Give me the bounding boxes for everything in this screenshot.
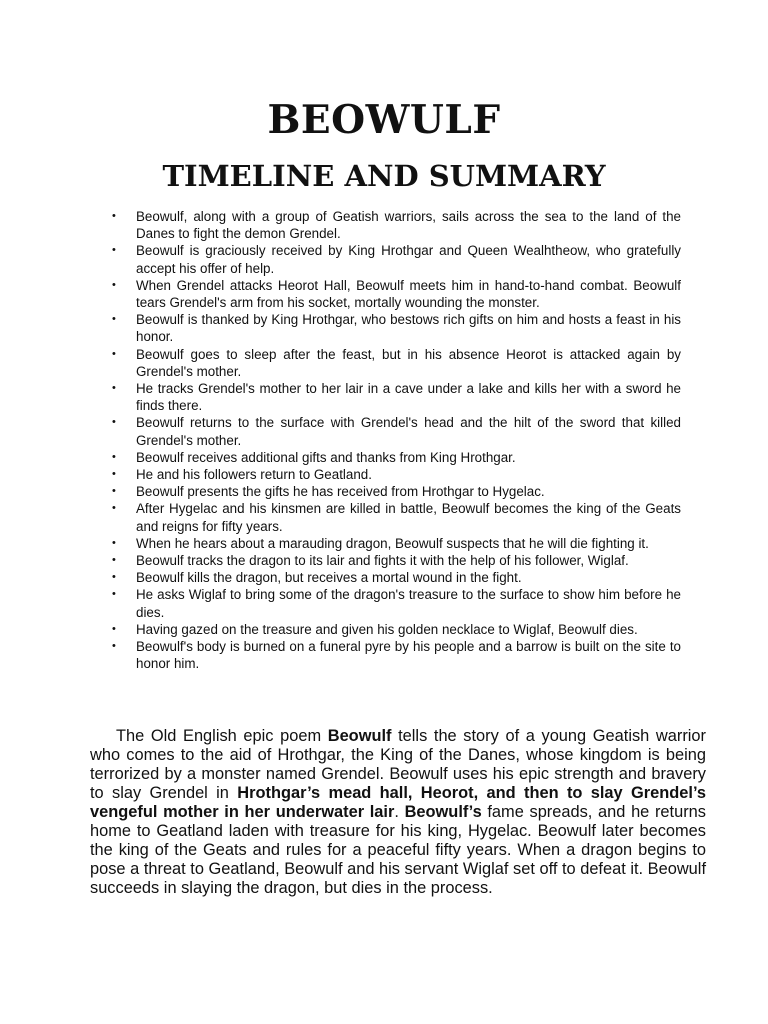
timeline-item-text: After Hygelac and his kinsmen are killed in battle, Beowulf becomes the king of the Geats and reigns for fifty years.	[136, 501, 681, 534]
summary-poem-title: Beowulf	[327, 727, 392, 745]
timeline-item-text: Beowulf returns to the surface with Grendel's head and the hilt of the sword that killed Grendel's mother.	[136, 415, 681, 448]
timeline-item	[108, 621, 681, 638]
summary-text: The Old English epic poem	[116, 727, 328, 745]
timeline-item-text: Beowulf, along with a group of Geatish warriors, sails across the sea to the land of the Danes to fight the demon Grendel.	[136, 209, 681, 242]
summary-paragraph	[90, 727, 706, 898]
bullet-icon: •	[112, 502, 116, 515]
bullet-icon: •	[112, 622, 116, 635]
timeline-item-text: Beowulf goes to sleep after the feast, but in his absence Heorot is attacked again by Grendel's mother.	[136, 346, 681, 379]
bullet-icon: •	[112, 210, 116, 222]
timeline-item-text: When Grendel attacks Heorot Hall, Beowulf meets him in hand-to-hand combat. Beowulf tears Grendel's arm from his socket, mortally wounding the monster.	[136, 277, 681, 311]
timeline-item	[108, 414, 681, 448]
bullet-icon: •	[112, 416, 116, 429]
timeline-item	[108, 277, 681, 311]
timeline-item-text: Beowulf's body is burned on a funeral pyre by his people and a barrow is built on the site to honor him.	[136, 639, 681, 672]
timeline-item	[108, 380, 681, 414]
timeline-item	[108, 535, 681, 552]
bullet-icon: •	[112, 382, 116, 395]
bullet-icon: •	[112, 278, 116, 291]
timeline-item	[108, 346, 681, 380]
timeline-item	[108, 569, 681, 586]
bullet-icon: •	[112, 313, 116, 326]
bullet-icon: •	[112, 588, 116, 601]
timeline-item-text: Beowulf kills the dragon, but receives a mortal wound in the fight.	[136, 570, 522, 586]
timeline-item	[108, 311, 681, 345]
timeline-item	[108, 208, 681, 242]
timeline-item	[108, 552, 681, 569]
timeline-item	[108, 483, 681, 500]
bullet-icon: •	[112, 554, 116, 567]
bullet-icon: •	[112, 640, 116, 653]
timeline-item	[108, 500, 681, 534]
summary-emphasis: Beowulf’s	[404, 803, 482, 821]
summary-text: .	[394, 803, 405, 821]
bullet-icon: •	[112, 347, 116, 360]
timeline-item-text: He asks Wiglaf to bring some of the dragon's treasure to the surface to show him before he dies.	[136, 587, 681, 620]
page-title: BEOWULF	[267, 97, 501, 143]
page-subtitle: TIMELINE AND SUMMARY	[162, 159, 606, 193]
timeline-item-text: When he hears about a marauding dragon, Beowulf suspects that he will die fighting it.	[136, 535, 649, 551]
timeline-item-text: He tracks Grendel's mother to her lair in a cave under a lake and kills her with a sword he finds there.	[136, 381, 681, 414]
bullet-icon: •	[112, 536, 116, 549]
bullet-icon: •	[112, 244, 116, 257]
timeline-item-text: He and his followers return to Geatland.	[136, 467, 372, 483]
bullet-icon: •	[112, 468, 116, 481]
timeline-item	[108, 242, 681, 276]
timeline-item-text: Having gazed on the treasure and given his golden necklace to Wiglaf, Beowulf dies.	[136, 621, 638, 637]
bullet-icon: •	[112, 485, 116, 498]
timeline-item	[108, 638, 681, 672]
bullet-icon: •	[112, 450, 116, 463]
summary-text: fame spreads, and he returns home to Geatland laden with treasure for his king, Hygelac. Beowulf later becomes the king of the Geats and rules for a peaceful fifty years. When a dragon begins to pose a threat to Geatland, Beowulf and his servant Wiglaf set off to defeat it. Beowulf succeeds in slaying the dragon, but dies in the process.	[90, 803, 706, 897]
timeline-item-text: Beowulf is graciously received by King Hrothgar and Queen Wealhtheow, who gratefully accept his offer of help.	[136, 243, 681, 276]
timeline-list	[108, 208, 681, 672]
timeline-item	[108, 449, 681, 466]
timeline-item-text: Beowulf presents the gifts he has received from Hrothgar to Hygelac.	[136, 484, 545, 500]
timeline-item-text: Beowulf receives additional gifts and thanks from King Hrothgar.	[136, 449, 516, 465]
timeline-item-text: Beowulf is thanked by King Hrothgar, who bestows rich gifts on him and hosts a feast in his honor.	[136, 312, 681, 345]
timeline-item	[108, 466, 681, 483]
summary-text: tells the story of a young Geatish warrior who comes to the aid of Hrothgar, the King of the Danes, whose kingdom is being terrorized by a monster named Grendel. Beowulf uses his epic strength and bravery to slay Grendel in	[90, 727, 706, 802]
summary-emphasis: Hrothgar’s mead hall, Heorot, and then to slay Grendel’s vengeful mother in her underwater lair	[90, 784, 706, 821]
timeline-item-text: Beowulf tracks the dragon to its lair and fights it with the help of his follower, Wiglaf.	[136, 553, 629, 569]
bullet-icon: •	[112, 571, 116, 584]
timeline-item	[108, 586, 681, 620]
